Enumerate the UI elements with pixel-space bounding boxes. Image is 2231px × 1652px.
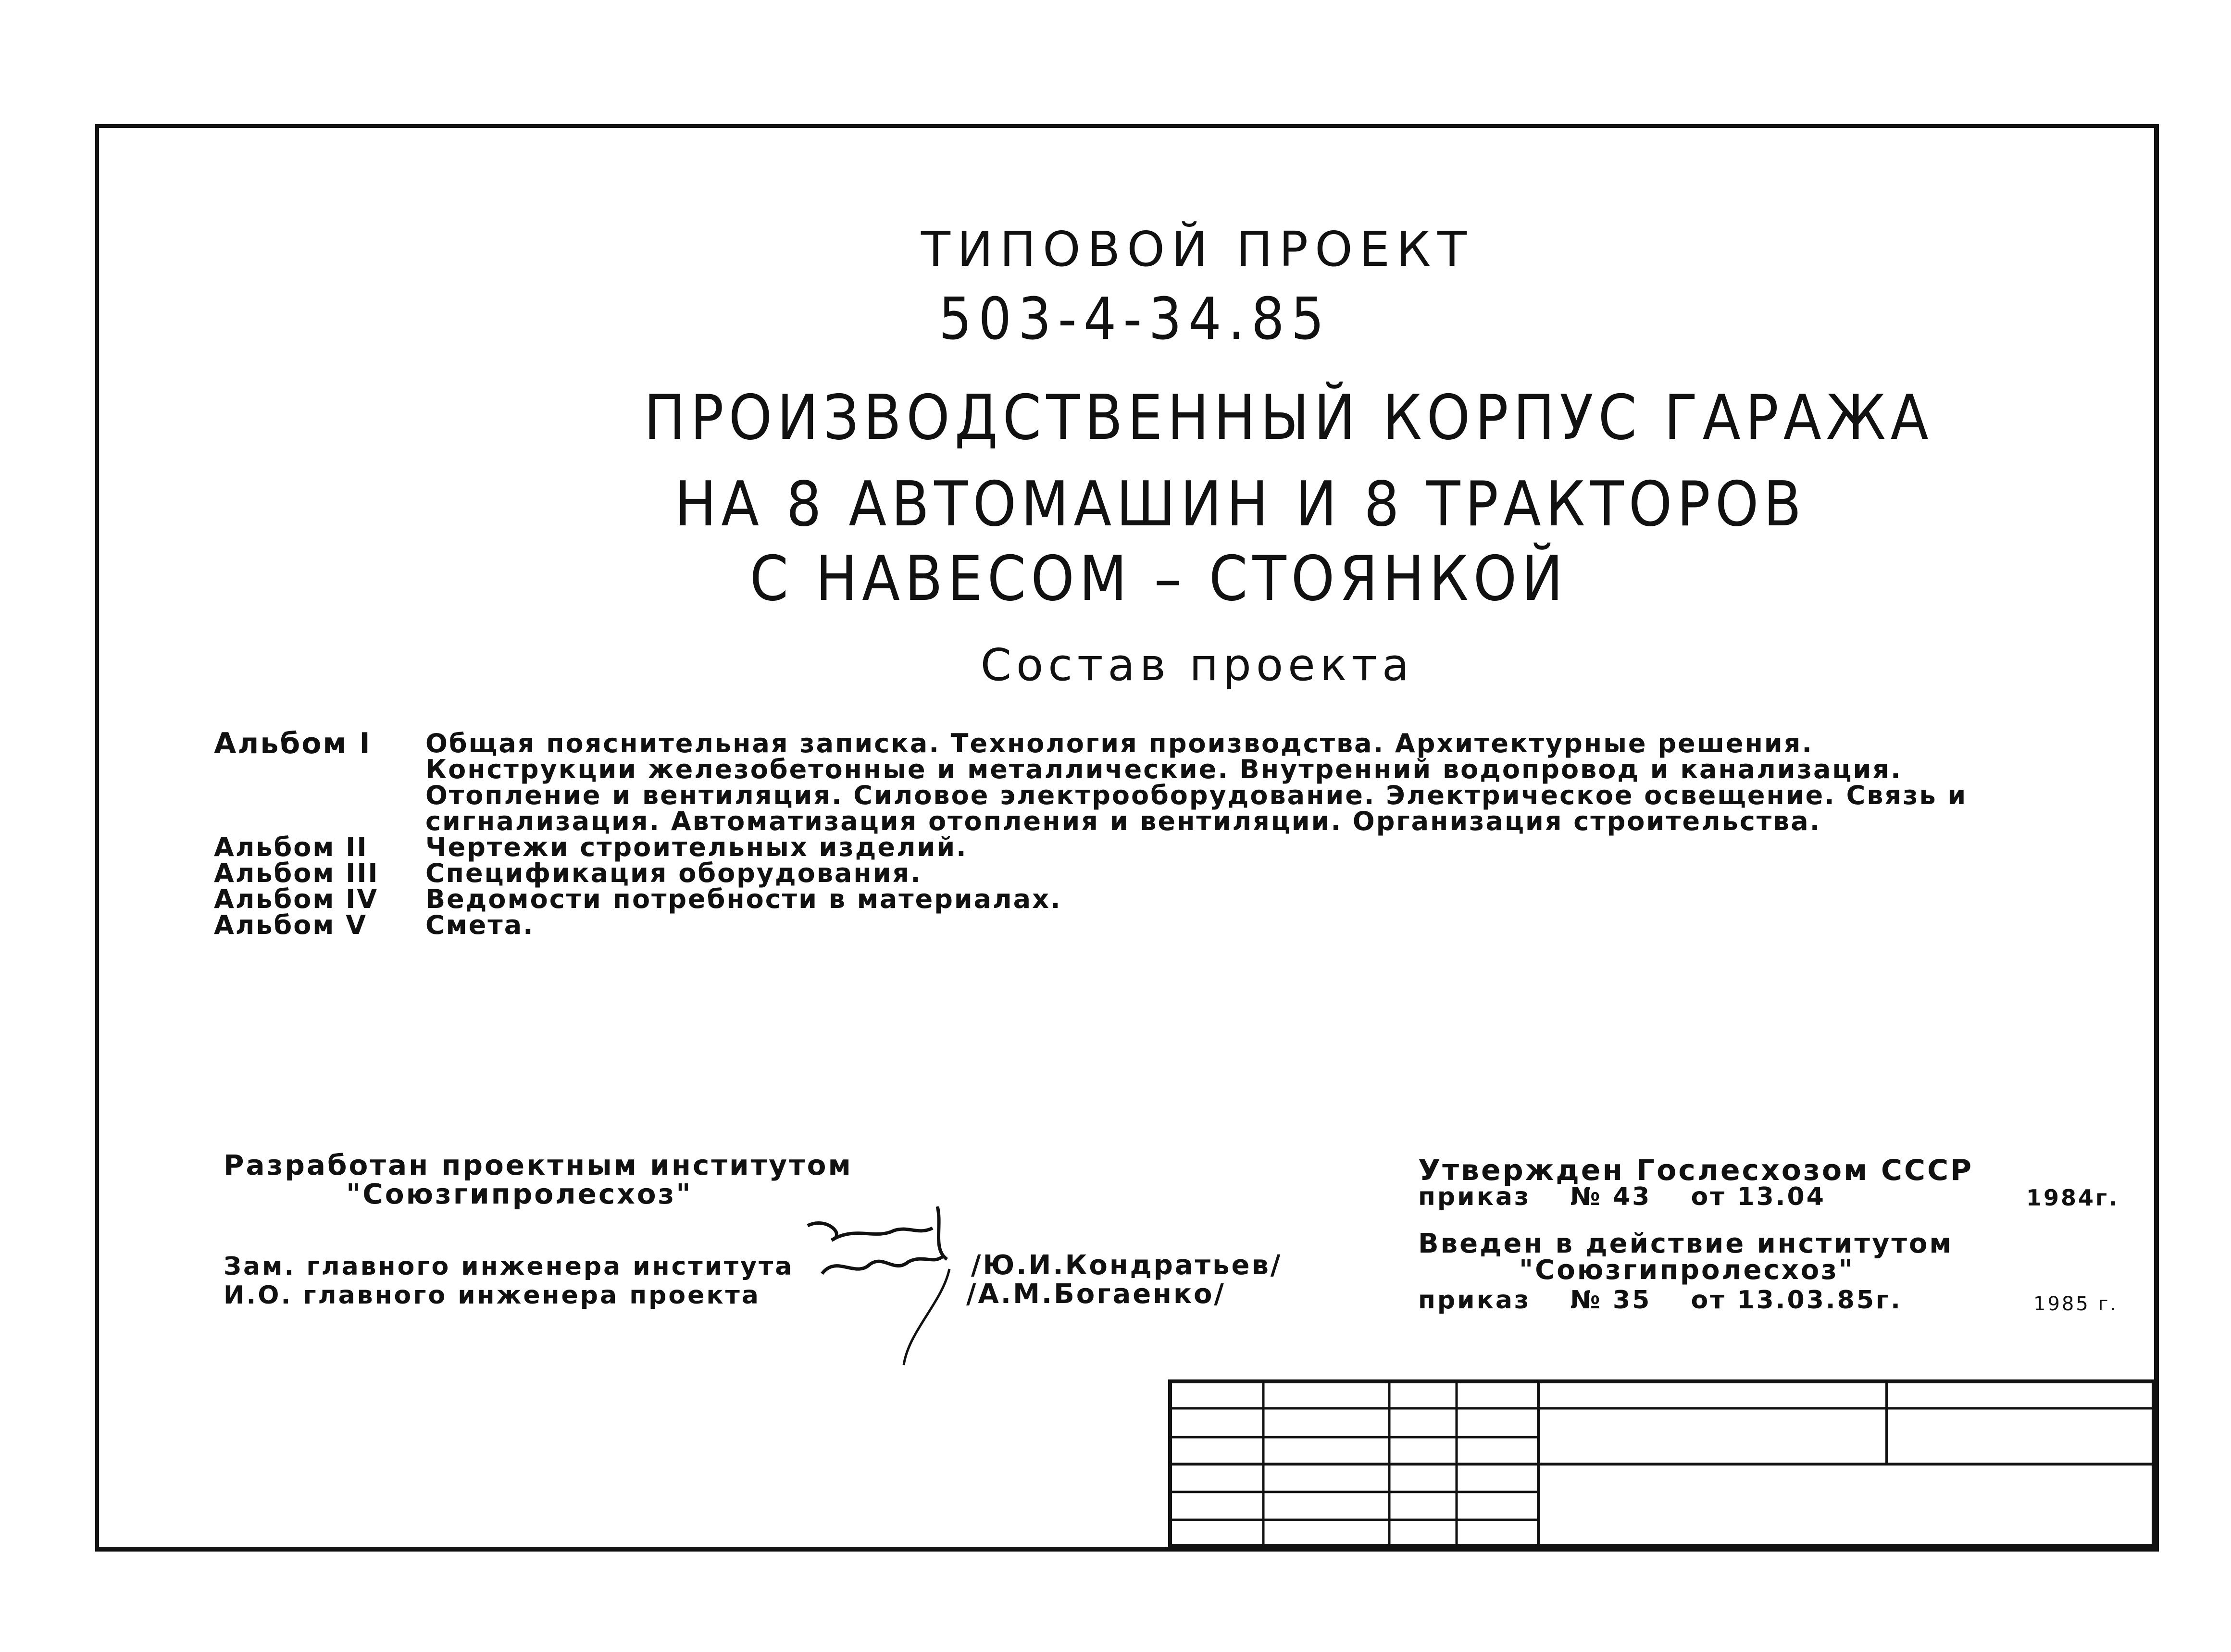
album-list: [214, 727, 1969, 940]
approval-line: Утвержден Гослесхозом СССР: [1418, 1154, 1974, 1187]
album-description: Смета.: [425, 910, 535, 940]
title-line-1: ПРОИЗВОДСТВЕННЫЙ КОРПУС ГАРАЖА: [644, 382, 1933, 454]
developer-line: Разработан проектным институтом: [224, 1149, 853, 1181]
album-description: Чертежи строительных изделий.: [425, 832, 968, 862]
position-chief-project-engineer: И.О. главного инженера проекта: [224, 1281, 760, 1310]
order-year-1: 1984г.: [2026, 1185, 2119, 1211]
project-type-label: ТИПОВОЙ ПРОЕКТ: [921, 221, 1474, 277]
enactment-institute: "Союзгипролесхоз": [1519, 1255, 1855, 1286]
album-description: Спецификация оборудования.: [425, 858, 922, 888]
approval-order-1: [1418, 1182, 1826, 1211]
album-label: Альбом IV: [214, 884, 379, 914]
album-description: Общая пояснительная записка. Технология производства. Архитектурные решения. Конструкции железобетонные и металлические. Внутренний водопровод и канализация. Отопление и вентиляция. Силовое электрооборудование. Электрическое освещение. Связь и сигнализация. Автоматизация отопления и вентиляции. Организация строительства.: [425, 728, 1968, 836]
name-bogaenko: /А.М.Богаенко/: [966, 1279, 1226, 1310]
order-label: приказ: [1418, 1286, 1531, 1315]
name-kondratiev: /Ю.И.Кондратьев/: [971, 1250, 1283, 1281]
title-line-3: С НАВЕСОМ – СТОЯНКОЙ: [749, 543, 1568, 615]
order-label: приказ: [1418, 1182, 1531, 1211]
project-composition-heading: Состав проекта: [980, 639, 1414, 691]
title-block-stamp: [1168, 1379, 2156, 1548]
handwritten-signatures: [788, 1206, 971, 1391]
album-label: Альбом V: [214, 910, 368, 940]
album-item: [214, 860, 1969, 886]
order-date: от 13.03.85г.: [1691, 1286, 1902, 1315]
enactment-line: Введен в действие институтом: [1418, 1228, 1954, 1259]
album-label: Альбом I: [214, 727, 372, 760]
album-item: [214, 727, 1969, 836]
order-date: от 13.04: [1691, 1182, 1826, 1211]
project-number: 503-4-34.85: [938, 286, 1331, 353]
album-item: [214, 834, 1969, 860]
title-line-2: НА 8 АВТОМАШИН И 8 ТРАКТОРОВ: [674, 469, 1807, 540]
position-deputy-chief-engineer: Зам. главного инженера института: [224, 1252, 794, 1281]
album-label: Альбом III: [214, 858, 379, 888]
album-description: Ведомости потребности в материалах.: [425, 884, 1062, 914]
album-label: Альбом II: [214, 832, 368, 862]
developer-institute: "Союзгипролесхоз": [346, 1178, 693, 1210]
album-item: [214, 912, 1969, 938]
order-number: № 35: [1570, 1286, 1652, 1315]
order-year-2: 1985 г.: [2033, 1293, 2119, 1315]
album-item: [214, 886, 1969, 912]
order-number: № 43: [1570, 1182, 1652, 1211]
approval-order-2: [1418, 1286, 1902, 1315]
